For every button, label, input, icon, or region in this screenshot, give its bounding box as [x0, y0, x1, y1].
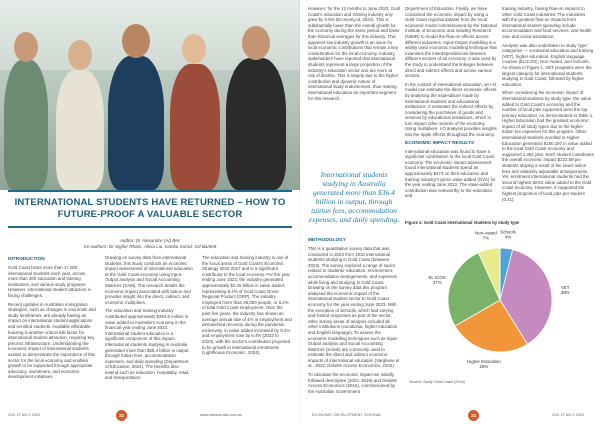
footer-journal: ECONOMIC DEVELOPMENT JOURNAL [312, 413, 382, 417]
hero-photo [0, 0, 300, 190]
student-figure [170, 64, 220, 190]
paragraph: Drawing on survey data from international students, this study conducts an economic impact assessment of international education at the Gold Coast economy using Input-Output analysis and Social Accounting Matrices (SAM). The research details the economic impact associated with tuition and provides insight into the direct, indirect, and economic multipliers. [105, 255, 193, 305]
student-figure [56, 70, 104, 190]
student-head [122, 24, 150, 58]
pie-label: EL ICOS [428, 275, 446, 280]
paragraph: International education was found to have a significant contribution to the local Gold Coast economy. The economic impact assessment found international students spend an approximately $473 on their education and training industry's gross value added (GVA) for the year ending June 2023. The value-added contribution was noteworthy to the education and [405, 148, 496, 199]
figure-source: Source: Study Gold Coast (2024) [409, 380, 465, 384]
student-figure [226, 58, 286, 190]
section-heading: ECONOMIC IMPACT RESULTS [405, 140, 475, 146]
text-column-5 [308, 236, 400, 397]
page-number-left: 22 [116, 410, 127, 421]
paragraph: Recent updates in Australian immigration strategies, such as changes in visa limits and study timeframes, are already having an impact on international student applications and enrolled students. Available affordable housing is another critical risk factor for international student attraction, requiring key precinct infrastructure. Understanding the economic impact of international students assists to demonstrate the importance of this sector for the local economy and enables growth to be supported through appropriate advocacy, investment, and economic development initiatives. [8, 301, 96, 380]
student-figure [108, 56, 164, 190]
pie-value-label: 4% [504, 234, 512, 240]
pie-value-label: 38% [560, 289, 570, 295]
student-figure [4, 60, 48, 190]
byline-author: Author: Dr Alexandre (Al) Bec [119, 238, 181, 243]
footer-url: www.edasultralia.com.au [200, 413, 242, 417]
pie-chart [405, 228, 595, 378]
section-heading: METHODOLOGY [308, 238, 347, 243]
paragraph: Gold Coast hosts more than 17,000 international students each year, across more than 200 education and training institutions, and various study programs. However, international student attraction is facing challenges. [8, 265, 91, 298]
paragraph: In the context of international education, an I-O model can estimate the direct economic effects by analysing the expenditure made by international students and educational institutions. It estimates the indirect effects by considering the purchases of goods and services by educational institutions, which in turn impact other sectors of the economy. Using multipliers, I-O analysis provides insights into the ripple effects throughout the economy. [405, 81, 497, 138]
paragraph: training industry, having flow-on impacts to other Gold Coast industries. The industries with the greatest flow-on impacts from international student spending include accommodation and food services, and health care and social assistance. [502, 6, 592, 39]
paragraph: Analysis was also undertaken to study 'type' categories — vocational education and training (VET), higher education, English language courses (ELICOS), Non-Award, and Schools. As shown in Figure 1, VET programs were the largest category for international students studying in Gold Coast, followed by higher education. [502, 42, 594, 87]
pie-label: Higher Education [467, 359, 501, 364]
student-head [242, 26, 270, 60]
pie-value-label: 26% [479, 364, 489, 369]
text-column-3 [202, 255, 292, 359]
paragraph: When considering the economic impact of international students by study type, the value added to Gold Coast's economy and the number of local jobs supported were the top primary education. As demonstrated in Table 1, Higher Education had the greatest economic impact of all study types due to the higher tuition fee expenses for this program. Other international students enrolled in Higher Education generated $180,197 in value added to the local Gold Coast economy and supported 1,352 jobs. Each student contributes the overall economic impact $223.59 per students staying a result of the lower tuition fees and relatively adjustable arrangements. Yet, enrolment international students had the second highest direct value added to the Gold Coast economy. However, it supported the highest proportion of local jobs per student (0.41). [502, 90, 594, 202]
title-top-rule [8, 190, 292, 192]
footer-volume-left: VOL 17 NO 2 2024 [8, 413, 41, 417]
paragraph: The education and training industry is one of the focus areas of Gold Coast's Economic Strategy 2022-2027 and is a significant contributor to the local economy. For the year ending June 2023, the industry generated approximately $2.45 billion in value added, representing 8.4% of Gold Coast Gross Regional Product (GRP). The industry employed more than 25,000 people, or 8.2% of total Gold Coast employment. Over the past five years, the industry has shown an average annual rate of 4% in employment and demand-led recovery during the pandemic. Inclusively, in value added increased by 8.4% and employment rose by 6.4% (2022 to 2023), with the sector's contribution projected to be growth in international enrolments (Lighthouse Economic, 2024). [202, 255, 292, 356]
footer-volume-right: VOL 17 NO 2 2024 [552, 413, 585, 417]
pie-label: Schools [500, 229, 516, 235]
article-title: INTERNATIONAL STUDENTS HAVE RETURNED – HOW TO FUTURE-PROOF A VALUABLE SECTOR [14, 197, 286, 220]
student-head [68, 40, 92, 70]
pie-value-label: 7% [482, 235, 490, 241]
text-column-2 [105, 255, 193, 384]
figure-1 [405, 220, 595, 385]
article-title-block [8, 190, 292, 228]
pie-label: Non-Award [474, 230, 497, 236]
title-bottom-rule [8, 226, 292, 228]
byline-coauthors: Co-authors: Dr Sigfier Rham, Alicia Liu, Ivanka Koncz, Ed Bartlett [83, 244, 217, 249]
section-heading: INTRODUCTION [8, 257, 45, 262]
student-head [14, 32, 38, 62]
paragraph: To calculate the economic impact we initially followed descriptive (2022, 2019) and Deloitte Access Economics (2016), commissioned by the Australian Government [308, 372, 398, 394]
figure-caption: Figure 1: Gold Coast international students by study type [405, 220, 520, 225]
pull-quote: International students studying in Australia generated more than $36.4 billion in output, through tuition fees, accommodation expenses, and daily spending. [308, 170, 400, 224]
student-head [182, 34, 206, 64]
paragraph: The education and training industry contributed approximately $264.6 million in value added to Australia's economy in the financial year ending June 2023. International student education is a significant component of this impact. International students studying in Australia generated more than $36.4 billion in output through tuition fees, accommodation expenses, and daily spending (Department of Education, 2024). The benefits also extend such as education, hospitality, retail, and transportation. [105, 308, 190, 381]
paragraph: However, for the 12 months to June 2023, Gold Coast's education and training industry only grew by 0.5% (Economy.id, 2024). This is substantially lower than the overall growth for the economy during the same period and lower than historical averages for this industry. This apparent low industry growth is an issue for local economic contributions that remain a key consideration for the local economy. Industry stakeholders have reported that international students represent a large proportion of the industry's education sector and are more at risk of decline. This is largely due to the higher contribution and dynamic nature of international study endorsement, thus making international education an important segment for this research. [308, 6, 401, 101]
paragraph: Department of Education. Finally, we have conducted the economic impact by using a Gold Coast regional dataset from the local economic model commissioned by the National Institute of Economic and Industry Research (NIEIR) to model the flow-on effects across different industries. Input-Output modelling is a widely used economic modelling technique that examines the interdependencies between different sectors of an economy. It was used by the study to understand the linkages between direct and indirect effects and across various sectors. [405, 6, 497, 79]
text-column-6 [405, 6, 497, 202]
pie-value-label: 27% [432, 280, 442, 285]
pie-label: VET [560, 284, 570, 290]
paragraph: This is a quantitative survey data that was conducted in 2023 from 1910 international students studying in Gold Coast (between 2023). The survey explored a range of topics related to students' education, environment, accommodation arrangements, and expenses while living and studying in Gold Coast. Drawing on the survey data this program analysed the economic impact of the international student sector to Gold Coast economy for the year ending June 2023. With the exception of Schools, which had varying and limited responses as part of the sector, other survey areas of analysis included all other institutions (vocational, higher education and English language). To assess the economic modelling techniques such as Input-Output analysis and Social Accounting Matrices (SAMs) are commonly used to estimate the direct and indirect economic impacts of international education (Varghese et al., 2022; Deloitte Access Economics, 2022). [308, 246, 400, 369]
footer [0, 410, 600, 422]
text-column-7 [502, 6, 594, 205]
text-column-4 [308, 6, 400, 104]
byline [8, 238, 292, 250]
page-number-right: 23 [468, 410, 479, 421]
text-column-1 [8, 255, 96, 383]
